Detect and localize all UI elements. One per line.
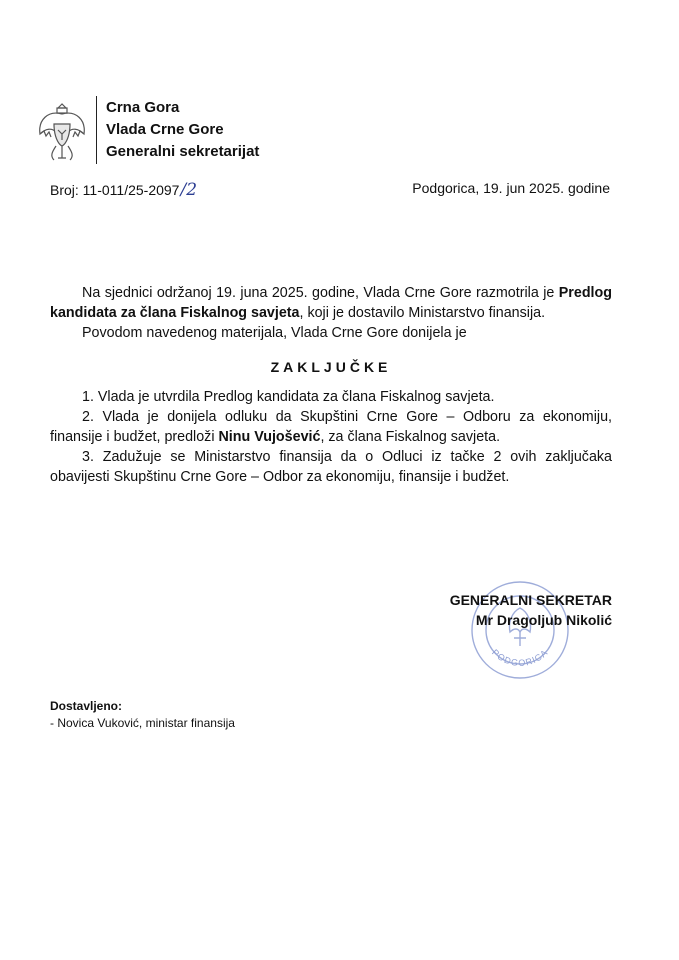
delivery-recipient: - Novica Vuković, ministar finansija <box>50 716 235 730</box>
signature-title: GENERALNI SEKRETAR <box>449 592 612 608</box>
conclusion-item-3: 3. Zadužuje se Ministarstvo finansija da o Odluci iz tačke 2 ovih zaključaka obavijesti Skupštinu Crne Gore – Odbor za ekonomiju, finansije i budžet. <box>50 449 612 485</box>
item2-text-1: 2. Vlada je donijela odluku da Skupštini Crne Gore – Odboru za ekonomiju, finansije i budžet, predloži <box>50 409 612 445</box>
coat-of-arms-icon <box>34 100 90 164</box>
secretariat-name: Generalni sekretarijat <box>106 143 260 160</box>
intro-paragraph <box>50 283 612 323</box>
conclusion-item-1: 1. Vlada je utvrdila Predlog kandidata za člana Fiskalnog savjeta. <box>82 389 495 405</box>
conclusion-item-2 <box>50 407 612 447</box>
delivery-list <box>50 698 235 732</box>
letterhead <box>106 97 259 163</box>
intro-text-1: Na sjednici održanoj 19. juna 2025. godine, Vlada Crne Gore razmotrila je <box>82 285 559 301</box>
delivered-label: Dostavljeno: <box>50 699 123 713</box>
intro-bold-subject: Predlog kandidata za člana Fiskalnog savjeta <box>50 285 612 321</box>
reference-number-text: Broj: 11-011/25-2097 <box>50 182 180 198</box>
intro-text-2: , koji je dostavilo Ministarstvo finansija. <box>299 305 546 321</box>
country-name: Crna Gora <box>106 99 180 116</box>
material-paragraph: Povodom navedenog materijala, Vlada Crne Gore donijela je <box>82 325 467 341</box>
signature-name: Mr Dragoljub Nikolić <box>475 612 612 628</box>
reference-number <box>50 180 197 200</box>
nominee-name: Ninu Vujošević <box>218 429 321 445</box>
handwritten-suffix: /2 <box>180 180 198 200</box>
header-divider <box>96 96 97 164</box>
document-body <box>50 283 612 487</box>
item2-text-2: , za člana Fiskalnog savjeta. <box>320 429 501 445</box>
conclusions-title: ZAKLJUČKE <box>270 359 392 375</box>
stamp-city: PODGORICA <box>490 647 550 669</box>
svg-text:PODGORICA <box>490 647 550 668</box>
government-name: Vlada Crne Gore <box>106 121 224 138</box>
place-date: Podgorica, 19. jun 2025. godine <box>412 180 610 196</box>
signature-block <box>414 590 612 630</box>
